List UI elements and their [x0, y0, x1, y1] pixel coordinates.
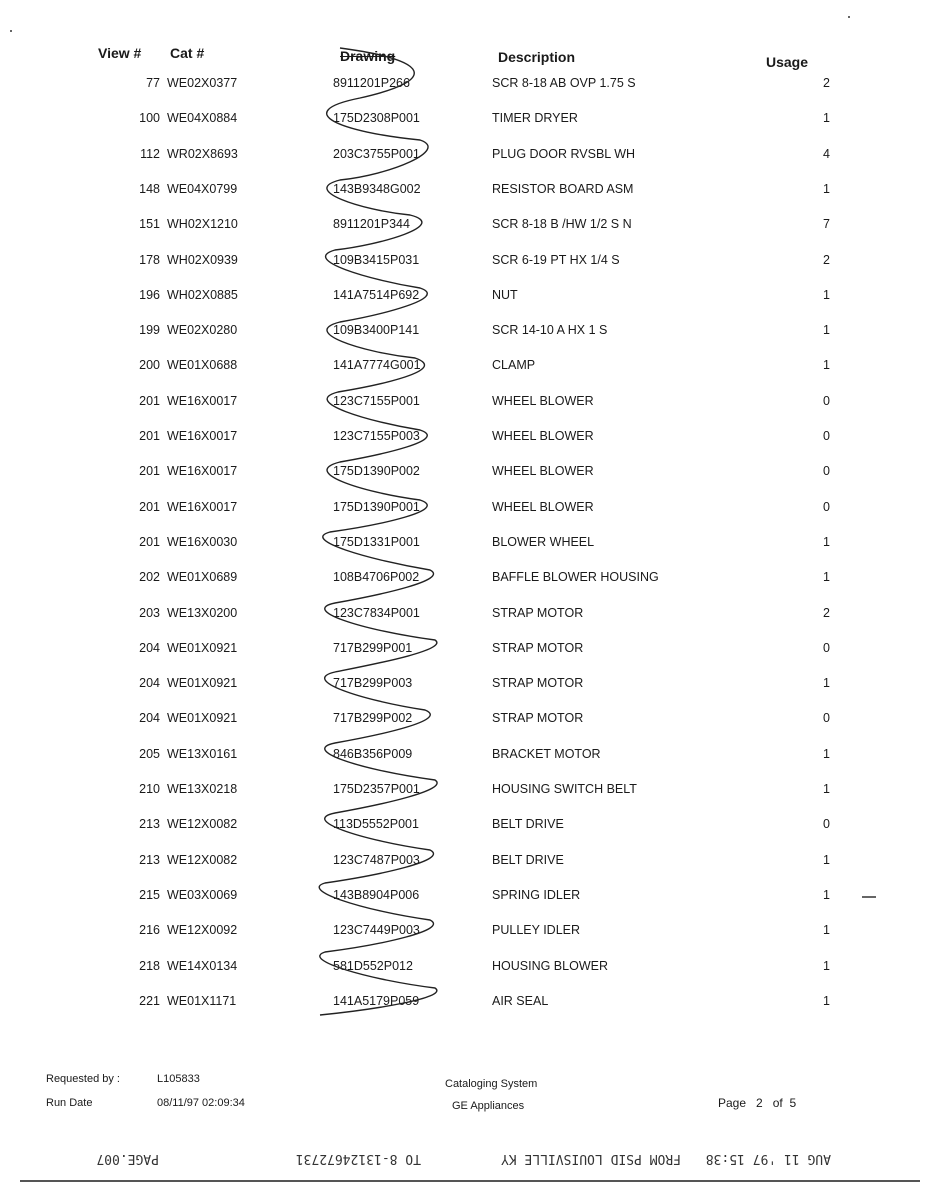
cat-number: WE16X0017	[167, 499, 238, 514]
fax-header-upside-down	[0, 1140, 927, 1180]
usage-count: 1	[823, 993, 830, 1008]
description-text: WHEEL BLOWER	[492, 464, 594, 479]
description-text: BLOWER WHEEL	[492, 534, 595, 549]
view-number: 199	[139, 323, 160, 338]
drawing-number: 123C7834P001	[333, 605, 420, 620]
cat-number: WE16X0017	[167, 393, 238, 408]
cat-number: WE01X0921	[167, 711, 238, 726]
view-number: 203	[139, 605, 160, 620]
page-number: 2	[756, 1096, 763, 1110]
description-text: HOUSING SWITCH BELT	[492, 782, 637, 796]
view-number: 200	[139, 358, 160, 373]
cat-number: WR02X8693	[167, 146, 238, 161]
drawing-number: 175D1390P002	[333, 464, 420, 479]
drawing-number: 108B4706P002	[333, 570, 420, 585]
cat-number: WE04X0884	[167, 111, 238, 126]
fax-from: FROM PSID LOUISVILLE KY	[500, 1151, 681, 1166]
usage-count: 2	[823, 76, 830, 90]
view-number: 204	[139, 711, 160, 726]
description-text: RESISTOR BOARD ASM	[492, 181, 634, 196]
view-number: 216	[139, 923, 160, 938]
view-number: 100	[139, 111, 160, 126]
view-number: 112	[140, 146, 160, 161]
requested-by-value: L105833	[157, 1073, 200, 1085]
table-row	[0, 458, 927, 488]
table-row	[0, 423, 927, 453]
usage-count: 1	[823, 358, 830, 373]
table-row	[0, 352, 927, 382]
company-name: GE Appliances	[452, 1100, 525, 1112]
table-row	[0, 741, 927, 771]
description-text: PULLEY IDLER	[492, 923, 581, 938]
cat-number: WE01X0921	[167, 676, 238, 691]
usage-count: 1	[823, 887, 830, 902]
header-view: View #	[98, 45, 142, 61]
cat-number: WE01X1171	[167, 993, 237, 1008]
description-text: STRAP MOTOR	[492, 676, 584, 691]
description-text: STRAP MOTOR	[492, 605, 584, 620]
header-description: Description	[498, 49, 576, 65]
cat-number: WE13X0200	[167, 605, 238, 620]
drawing-number: 203C3755P001	[333, 146, 420, 161]
drawing-number: 141A5179P059	[333, 993, 420, 1008]
scan-speck	[10, 30, 12, 32]
usage-count: 1	[823, 111, 830, 126]
table-row	[0, 388, 927, 418]
description-text: WHEEL BLOWER	[492, 429, 594, 443]
cat-number: WH02X1210	[167, 217, 238, 232]
cat-number: WE03X0069	[167, 887, 238, 902]
table-row	[0, 953, 927, 983]
description-text: SCR 6-19 PT HX 1/4 S	[492, 252, 620, 267]
drawing-number: 143B8904P006	[333, 887, 420, 902]
header-drawing: Drawing	[340, 48, 396, 64]
drawing-number: 109B3400P141	[333, 323, 420, 338]
description-text: SCR 14-10 A HX 1 S	[492, 323, 608, 338]
usage-count: 1	[823, 923, 830, 938]
fax-divider-line	[20, 1180, 920, 1182]
table-row	[0, 529, 927, 559]
drawing-number: 8911201P266	[333, 76, 410, 90]
cat-number: WE14X0134	[167, 958, 238, 973]
cat-number: WE13X0161	[167, 746, 238, 761]
usage-count: 1	[823, 958, 830, 973]
description-text: TIMER DRYER	[492, 111, 578, 126]
view-number: 77	[146, 76, 160, 90]
scan-speck	[848, 16, 850, 18]
drawing-number: 8911201P344	[333, 217, 410, 232]
description-text: SCR 8-18 AB OVP 1.75 S	[492, 76, 636, 90]
table-row	[0, 176, 927, 206]
cat-number: WH02X0939	[167, 252, 238, 267]
cat-number: WH02X0885	[167, 287, 238, 302]
table-row	[0, 847, 927, 877]
system-name: Cataloging System	[445, 1078, 538, 1090]
drawing-number: 175D1331P001	[333, 534, 420, 549]
cat-number: WE01X0921	[167, 640, 238, 655]
table-row	[0, 600, 927, 630]
description-text: NUT	[492, 287, 518, 302]
table-row	[0, 811, 927, 841]
view-number: 215	[139, 887, 160, 902]
run-date-value: 08/11/97 02:09:34	[157, 1097, 245, 1109]
table-row	[0, 635, 927, 665]
table-row	[0, 917, 927, 947]
view-number: 201	[139, 429, 160, 443]
description-text: PLUG DOOR RVSBL WH	[492, 146, 636, 161]
usage-count: 1	[823, 746, 830, 761]
of-label: of	[772, 1096, 783, 1110]
description-text: BRACKET MOTOR	[492, 746, 601, 761]
table-row	[0, 317, 927, 347]
table-row	[0, 988, 927, 1018]
page-indicator	[718, 1096, 796, 1110]
usage-count: 0	[823, 817, 830, 832]
view-number: 213	[139, 817, 160, 832]
drawing-number: 109B3415P031	[333, 252, 420, 267]
description-text: WHEEL BLOWER	[492, 499, 594, 514]
description-text: SPRING IDLER	[492, 887, 581, 902]
usage-count: 1	[823, 534, 830, 549]
usage-count: 1	[823, 287, 830, 302]
table-row	[0, 70, 927, 100]
cat-number: WE16X0030	[167, 534, 238, 549]
description-text: STRAP MOTOR	[492, 640, 584, 655]
drawing-number: 141A7514P692	[333, 287, 420, 302]
usage-count: 0	[823, 393, 830, 408]
usage-count: 1	[823, 323, 830, 338]
description-text: STRAP MOTOR	[492, 711, 584, 726]
view-number: 204	[139, 640, 160, 655]
description-text: HOUSING BLOWER	[492, 958, 608, 973]
drawing-number: 846B356P009	[333, 746, 413, 761]
cat-number: WE02X0377	[167, 76, 238, 90]
drawing-number: 717B299P002	[333, 711, 413, 726]
drawing-number: 123C7487P003	[333, 852, 420, 867]
drawing-number: 123C7155P003	[333, 429, 420, 443]
table-row	[0, 494, 927, 524]
page-total: 5	[789, 1096, 797, 1110]
usage-count: 1	[823, 181, 830, 196]
view-number: 204	[139, 676, 160, 691]
header-cat: Cat #	[170, 45, 205, 61]
view-number: 210	[139, 782, 160, 796]
fax-page: PAGE.007	[96, 1151, 159, 1166]
view-number: 201	[139, 499, 160, 514]
table-row	[0, 882, 927, 912]
table-row	[0, 776, 927, 806]
usage-count: 1	[823, 782, 830, 796]
view-number: 213	[139, 852, 160, 867]
run-date-label: Run Date	[46, 1097, 93, 1109]
usage-count: 4	[823, 146, 830, 161]
cat-number: WE12X0082	[167, 817, 238, 832]
description-text: CLAMP	[492, 358, 536, 373]
table-row	[0, 141, 927, 171]
drawing-number: 175D1390P001	[333, 499, 420, 514]
view-number: 201	[139, 534, 160, 549]
usage-count: 1	[823, 570, 830, 585]
usage-count: 0	[823, 429, 830, 443]
description-text: BELT DRIVE	[492, 852, 564, 867]
cat-number: WE12X0092	[167, 923, 238, 938]
view-number: 202	[139, 570, 160, 585]
drawing-number: 175D2357P001	[333, 782, 420, 796]
usage-count: 0	[823, 711, 830, 726]
table-row	[0, 564, 927, 594]
drawing-number: 141A7774G001	[333, 358, 421, 373]
drawing-number: 717B299P001	[333, 640, 413, 655]
cat-number: WE01X0689	[167, 570, 238, 585]
description-text: AIR SEAL	[492, 993, 549, 1008]
description-text: SCR 8-18 B /HW 1/2 S N	[492, 217, 632, 232]
cat-number: WE16X0017	[167, 429, 238, 443]
table-row	[0, 282, 927, 312]
table-row	[0, 211, 927, 241]
usage-count: 1	[823, 852, 830, 867]
usage-count: 7	[823, 217, 830, 232]
table-row	[0, 705, 927, 735]
page-label: Page	[718, 1096, 747, 1110]
view-number: 201	[139, 393, 160, 408]
drawing-number: 175D2308P001	[333, 111, 420, 126]
description-text: BAFFLE BLOWER HOUSING	[492, 570, 659, 585]
usage-count: 0	[823, 464, 830, 479]
drawing-number: 123C7155P001	[333, 393, 420, 408]
drawing-number: 113D5552P001	[333, 817, 419, 832]
cat-number: WE12X0082	[167, 852, 238, 867]
view-number: 201	[139, 464, 160, 479]
description-text: BELT DRIVE	[492, 817, 564, 832]
cat-number: WE01X0688	[167, 358, 238, 373]
view-number: 205	[139, 746, 160, 761]
usage-count: 0	[823, 499, 830, 514]
view-number: 151	[139, 217, 160, 232]
cat-number: WE04X0799	[167, 181, 238, 196]
scan-speck	[862, 896, 876, 898]
view-number: 218	[139, 958, 160, 973]
cat-number: WE02X0280	[167, 323, 238, 338]
drawing-number: 717B299P003	[333, 676, 413, 691]
view-number: 221	[139, 993, 160, 1008]
requested-by-label: Requested by :	[46, 1073, 120, 1085]
view-number: 148	[139, 181, 160, 196]
description-text: WHEEL BLOWER	[492, 393, 594, 408]
drawing-number: 143B9348G002	[333, 181, 421, 196]
table-row	[0, 670, 927, 700]
header-usage: Usage	[766, 54, 809, 70]
table-row	[0, 105, 927, 135]
view-number: 196	[139, 287, 160, 302]
drawing-number: 581D552P012	[333, 958, 413, 973]
drawing-number: 123C7449P003	[333, 923, 420, 938]
fax-to: TO 8-13124672731	[295, 1151, 421, 1166]
cat-number: WE16X0017	[167, 464, 238, 479]
view-number: 178	[139, 252, 160, 267]
usage-count: 2	[823, 605, 830, 620]
usage-count: 1	[823, 676, 830, 691]
table-row	[0, 247, 927, 277]
usage-count: 0	[823, 640, 830, 655]
usage-count: 2	[823, 252, 830, 267]
fax-date-time: AUG 11 '97 15:38	[705, 1151, 831, 1166]
cat-number: WE13X0218	[167, 782, 238, 796]
